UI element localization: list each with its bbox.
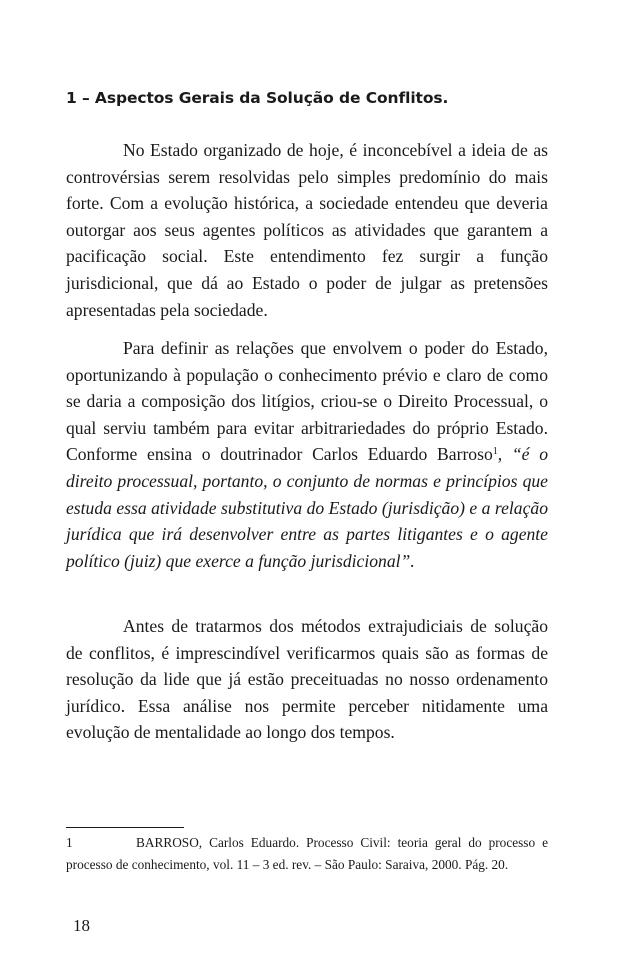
footnote-divider: [66, 827, 184, 828]
citation-quote: “é o direito processual, portanto, o conjunto de normas e princípios que estuda essa atividade substitutiva do Estado (jurisdição) e a relação jurídica que irá desenvolver entre as partes litigantes e o agente político (juiz) que exerce a função jurisdicional”.: [66, 444, 549, 571]
quote-separator: ,: [497, 444, 512, 465]
footnote-number: 1: [66, 835, 73, 850]
paragraph-3: Antes de tratarmos dos métodos extrajudiciais de solução de conflitos, é imprescindível verificarmos quais são as formas de resolução da lide que já estão preceituadas no nosso ordenamento jurídico. Essa análise nos permite perceber nitidamente uma evolução de mentalidade ao longo dos tempos.: [66, 616, 548, 743]
page-number: 18: [73, 916, 90, 935]
paragraph-2: [66, 335, 548, 574]
paragraph-1: No Estado organizado de hoje, é inconcebível a ideia de as controvérsias serem resolvidas pelo simples predomínio do mais forte. Com a evolução histórica, a sociedade entendeu que deveria outorgar aos seus agentes políticos as atividades que garantem a pacificação social. Este entendimento fez surgir a função jurisdicional, que dá ao Estado o poder de julgar as pretensões apresentadas pela sociedade.: [66, 140, 548, 320]
footnote: [66, 832, 548, 875]
section-heading: 1 – Aspectos Gerais da Solução de Conflitos.: [66, 89, 449, 107]
paragraph-2-text: Para definir as relações que envolvem o poder do Estado, oportunizando à população o conhecimento prévio e claro de como se daria a composição dos litígios, criou-se o Direito Processual, o qual serviu também para evitar arbitrariedades do próprio Estado. Conforme ensina o doutrinador Carlos Eduardo Barroso: [66, 338, 548, 465]
footnote-reference: 1: [492, 446, 498, 458]
footnote-text: BARROSO, Carlos Eduardo. Processo Civil: teoria geral do processo e processo de conhecimento, vol. 11 – 3 ed. rev. – São Paulo: Saraiva, 2000. Pág. 20.: [66, 835, 548, 872]
